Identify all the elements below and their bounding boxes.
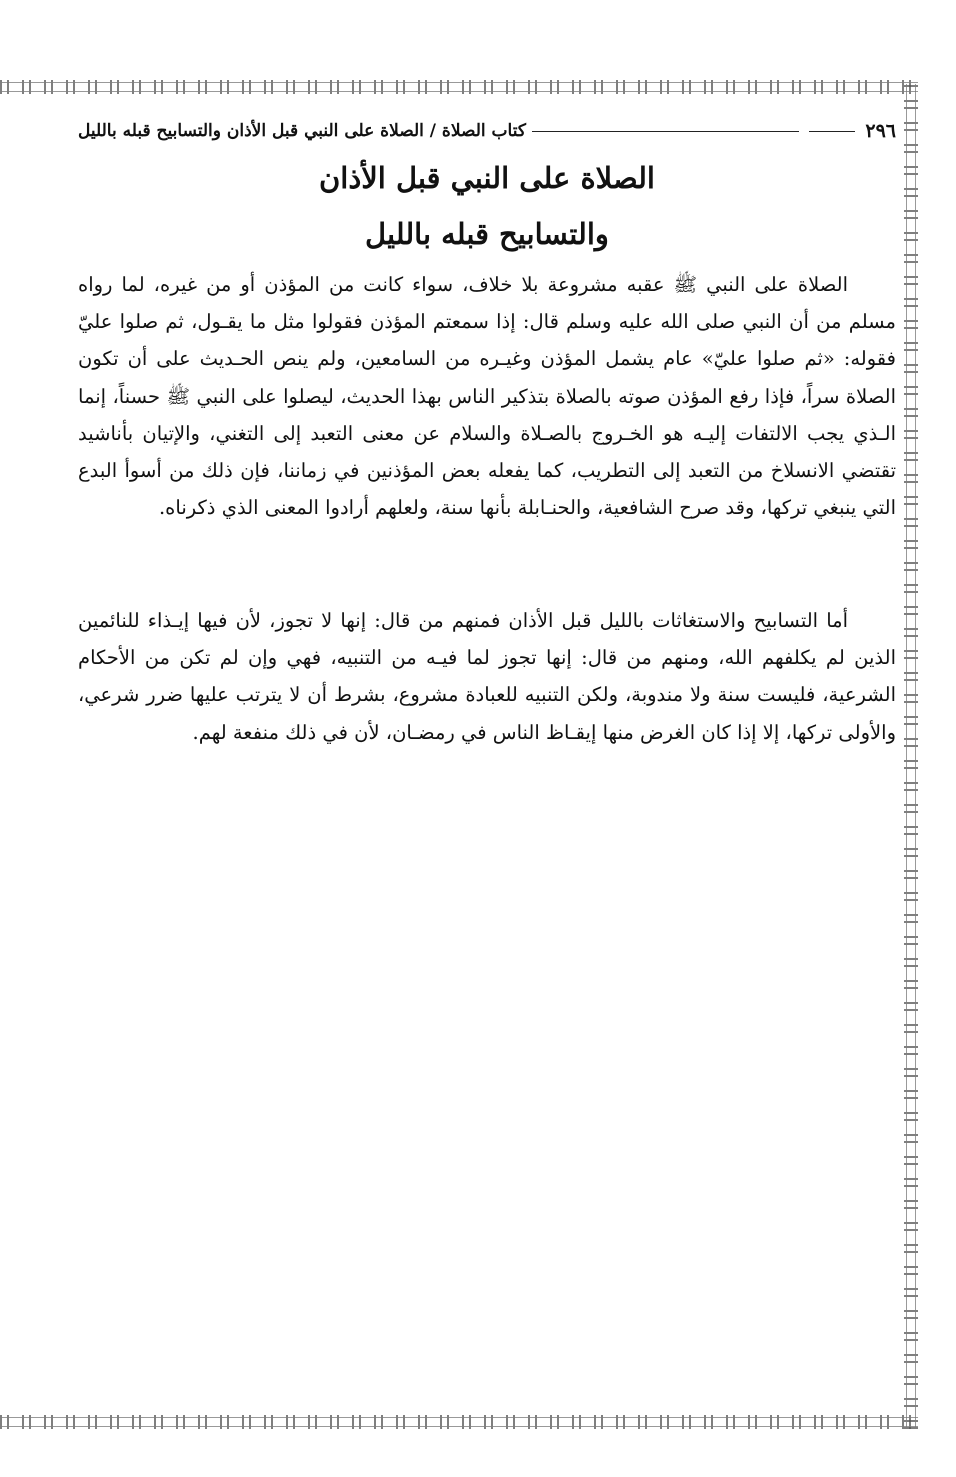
paragraph-2 <box>78 602 896 751</box>
header-rule <box>532 131 799 132</box>
chapter-title-line-2: والتسابيح قبله بالليل <box>365 217 609 251</box>
paragraph-text: أما التسابيح والاستغاثات بالليل قبل الأذان فمنهم من قال: إنها لا تجوز، لأن فيها إيـذاء للنائمين الذين لم يكلفهم الله، ومنهم من قال: إنها تجوز لما فيـه من التنبيه، فهي وإن لم تكن من الأحكام الشرعية، فليست سنة ولا مندوبة، ولكن التنبيه للعبادة مشروع، بشرط أن لا يترتب عليها ضرر شرعي، والأولى تركها، إلا إذا كان الغرض منها إيقـاظ الناس في رمضـان، لأن في ذلك منفعة لهم. <box>78 609 896 744</box>
page-number: ٢٩٦ <box>865 120 896 142</box>
decorative-border-right <box>904 84 918 1429</box>
page-header <box>78 114 896 148</box>
decorative-border-top <box>0 80 918 94</box>
chapter-title-line-1: الصلاة على النبي قبل الأذان <box>318 161 655 195</box>
running-title: كتاب الصلاة / الصلاة على النبي قبل الأذان والتسابيح قبله بالليل <box>78 121 526 141</box>
paragraph-text: الصلاة على النبي ﷺ عقبه مشروعة بلا خلاف، سواء كانت من المؤذن أو من غيره، لما رواه مسلم من أن النبي صلى الله عليه وسلم قال: إذا سمعتم المؤذن فقولوا مثل ما يقـول، ثم صلوا عليّ فقوله: «ثم صلوا عليّ» عام يشمل المؤذن وغيـره من السامعين، ولم ينص الحـديث على أن تكون الصلاة سراً، فإذا رفع المؤذن صوته بالصلاة بتذكير الناس بهذا الحديث، ليصلوا على النبي ﷺ حسناً، إنما الـذي يجب الالتفات إليـه هو الخـروج بالصـلاة والسلام عن معنى التعبد إلى التغني، والإتيان بأناشيد تقتضي الانسلاخ من التعبد إلى التطريب، كما يفعله بعض المؤذنين في زماننا، فإن ذلك من أسوأ البدع التي ينبغي تركها، وقد صرح الشافعية، والحنـابلة بأنها سنة، ولعلهم أرادوا المعنى الذي ذكرناه. <box>78 273 896 520</box>
paragraph-1 <box>78 266 896 526</box>
header-rule-short <box>809 131 855 132</box>
decorative-border-bottom <box>0 1415 918 1429</box>
